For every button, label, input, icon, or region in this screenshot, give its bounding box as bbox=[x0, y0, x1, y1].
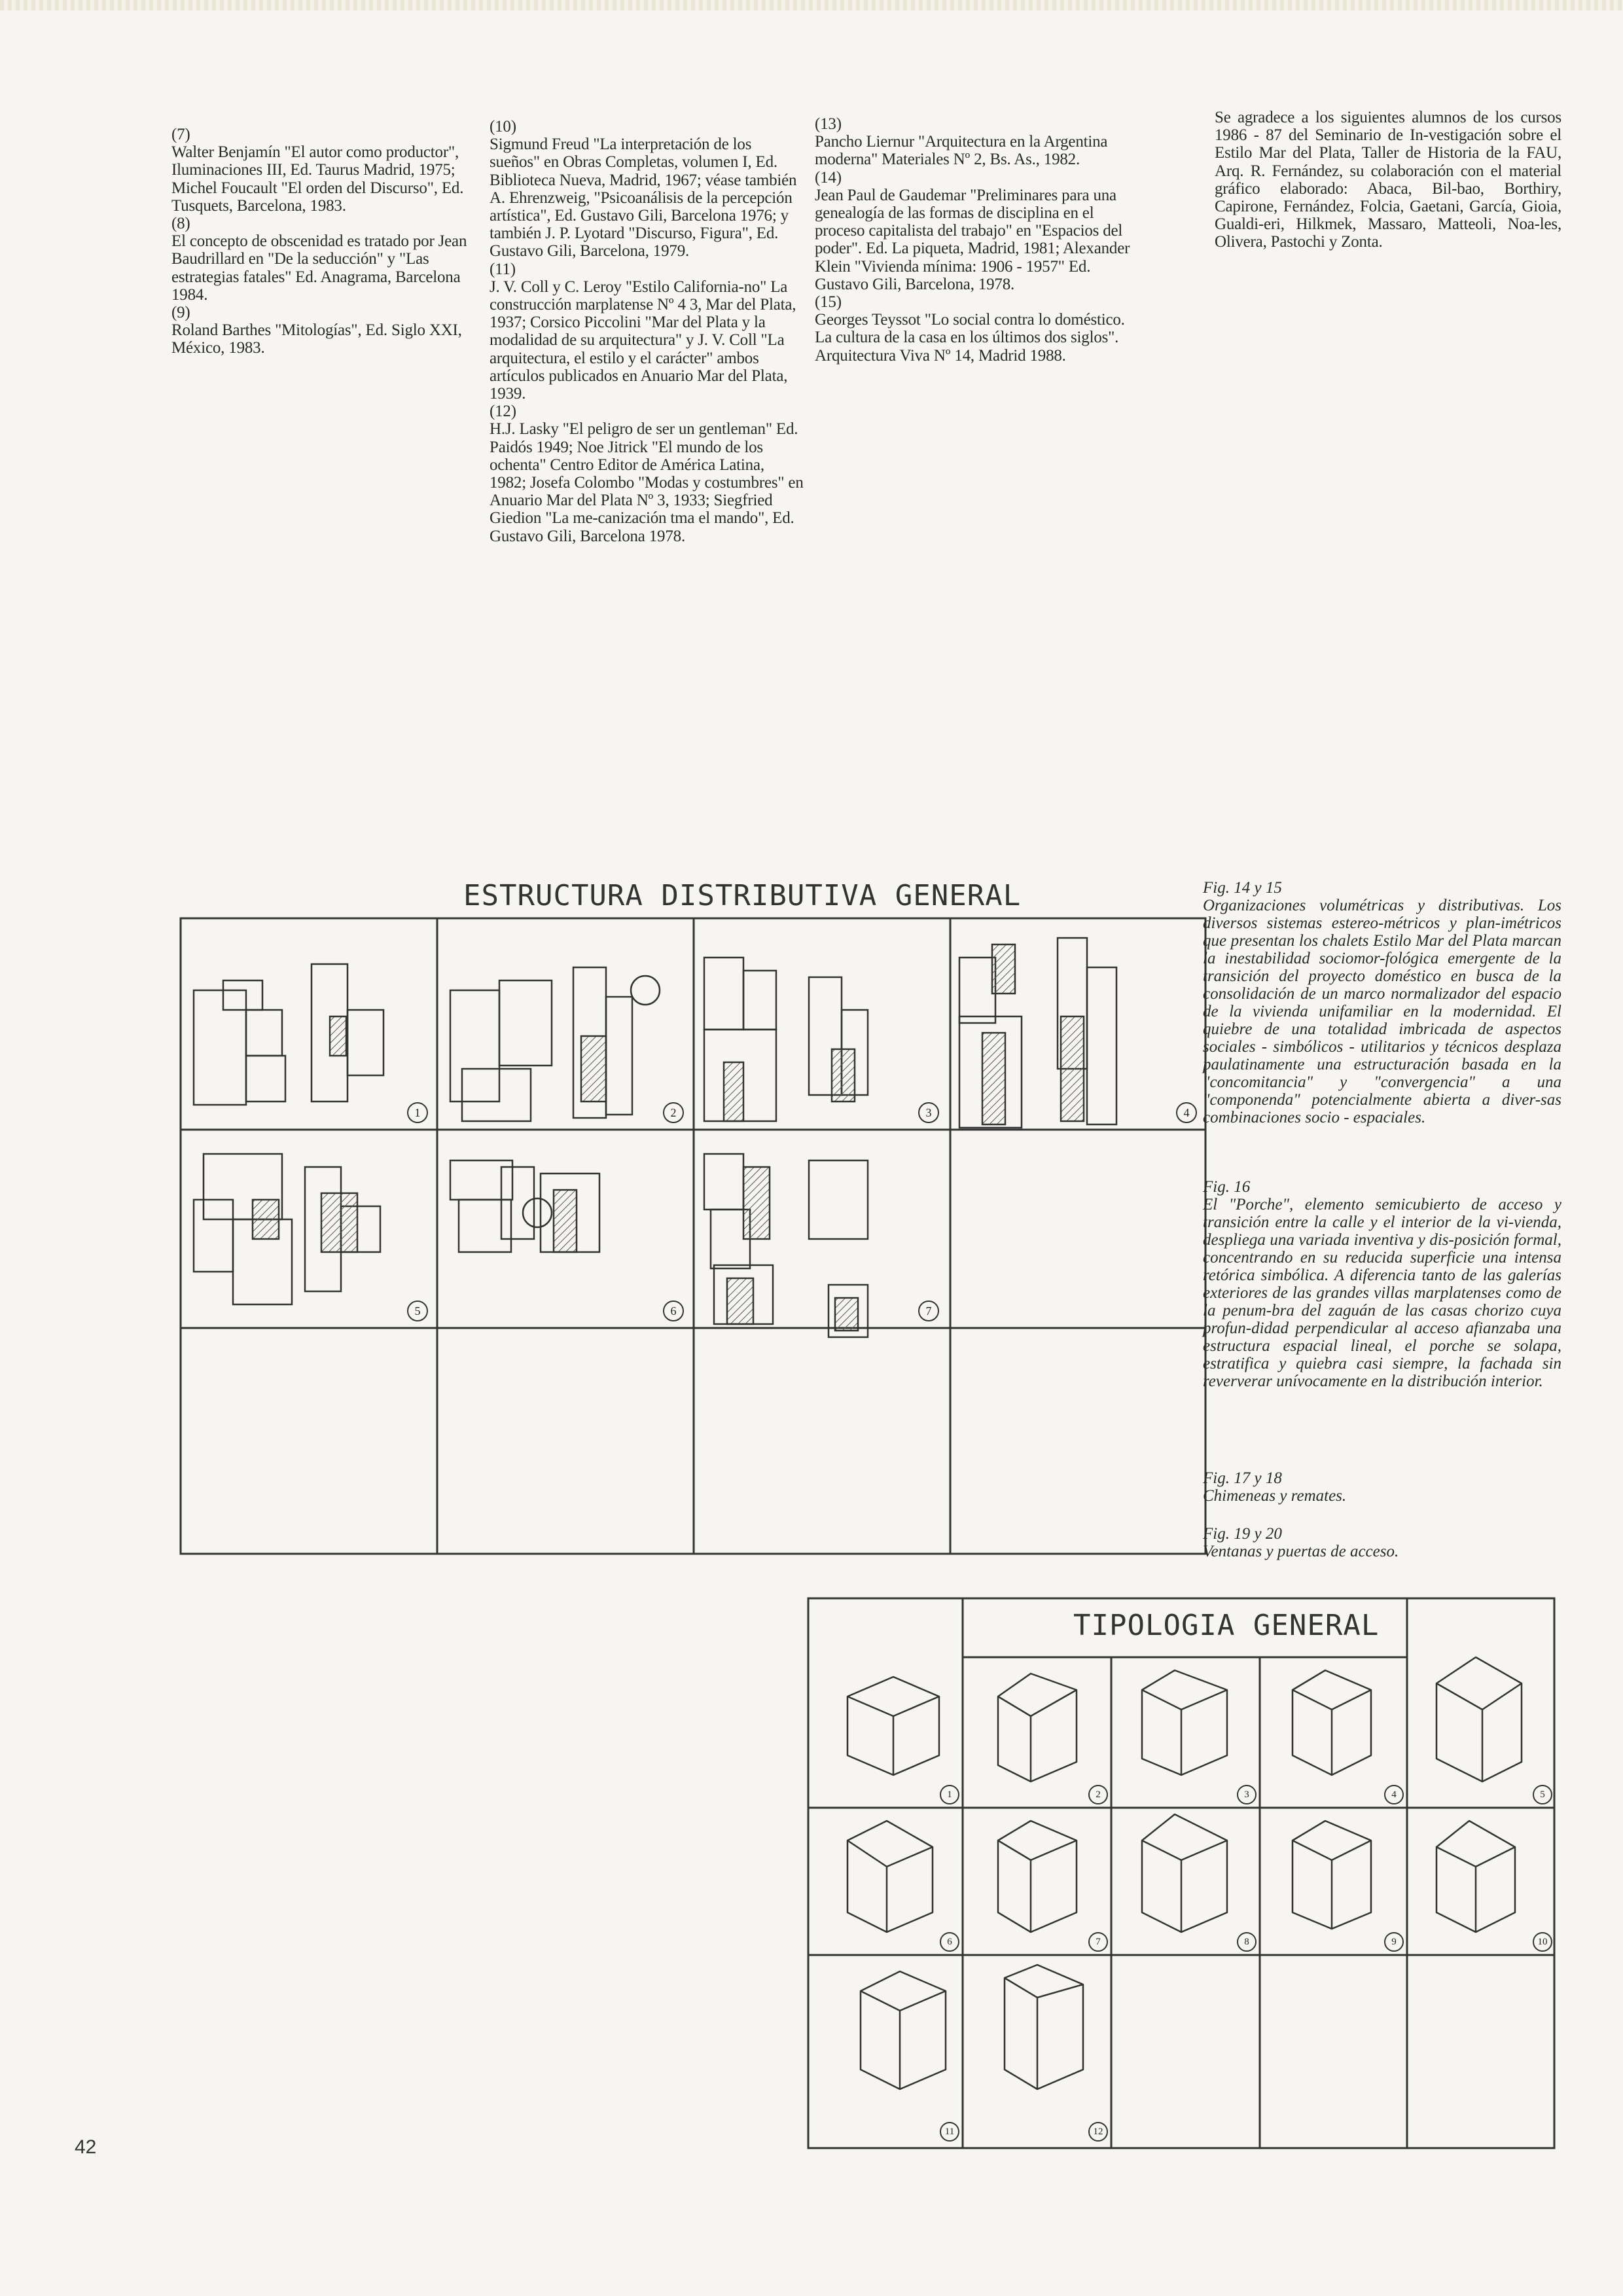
figure-estructura-distributiva bbox=[181, 918, 1205, 1554]
plan-number-7: 7 bbox=[925, 1304, 932, 1318]
footnotes-column-3: (13) Pancho Liernur "Arquitectura en la Argentina moderna" Materiales Nº 2, Bs. As., 1982. (14) Jean Paul de Gaudemar "Preliminares para una genealogía de las formas de disciplina en el proceso capitalista del trabajo" en "Espacios del poder". Ed. La piqueta, Madrid, 1981; Alexander Klein "Vivienda mínima: 1906 - 1957" Ed. Gustavo Gili, Barcelona, 1978. (15) Georges Teyssot "Lo social contra lo doméstico. La cultura de la casa en los últimos dos siglos". Arquitectura Viva Nº 14, Madrid 1988. bbox=[815, 115, 1130, 365]
caption-text: El "Porche", elemento semicubierto de acceso y transición entre la calle y el interior de la vi-vienda, despliega una variada inventiva y dis-posición formal, concentrando en su reducida superficie una intensa retórica simbólica. A diferencia tanto de las galerías exteriores de las grandes villas marplatenses como de la penum-bra del zaguán de las casas chorizo cuya profun-didad perpendicular al acceso afianzaba una estructura espacial lineal, el porche se solapa, estratifica y quiebra casi siempre, la fachada sin reververar unívocamente en la distribución interior. bbox=[1203, 1196, 1561, 1390]
page-number: 42 bbox=[75, 2136, 97, 2158]
caption-fig-16 bbox=[1203, 1178, 1561, 1390]
caption-text: Organizaciones volumétricas y distributivas. Los diversos sistemas estereo-métricos y plan-imétricos que presentan los chalets Estilo Mar del Plata marcan la inestabilidad sociomor-fológica emergente de la transición del proyecto doméstico en busca de la consolidación de un marco normalizador del espacio de la vivienda unifamiliar en la modernidad. El quiebre de una totalidad imbricada de aspectos sociales - simbólicos - utilitarios y técnicos desplaza paulatinamente una estructuración basada en la "concomitancia" y "convergencia" a una "componenda" potencialmente abierta a diver-sas combinaciones socio - espaciales. bbox=[1203, 897, 1561, 1126]
type-number-8: 8 bbox=[1244, 1937, 1249, 1947]
caption-title: Fig. 16 bbox=[1203, 1178, 1251, 1196]
caption-title: Fig. 14 y 15 bbox=[1203, 879, 1282, 897]
type-number-2: 2 bbox=[1096, 1789, 1101, 1800]
type-number-10: 10 bbox=[1537, 1937, 1548, 1947]
footnotes-column-2: (10) Sigmund Freud "La interpretación de los sueños" en Obras Completas, volumen I, Ed. Biblioteca Nueva, Madrid, 1967; véase también A. Ehrenzweig, "Psicoanálisis de la percepción artística", Ed. Gustavo Gili, Barcelona 1976; y también J. P. Lyotard "Discurso, Figura", Ed. Gustavo Gili, Barcelona, 1979. (11) J. V. Coll y C. Leroy "Estilo California-no" La construcción marplatense Nº 4 3, Mar del Plata, 1937; Corsico Piccolini "Mar del Plata y la modalidad de su arquitectura" y J. V. Coll "La arquitectura, el estilo y el carácter" ambos artículos publicados en Anuario Mar del Plata, 1939. (12) H.J. Lasky "El peligro de ser un gentleman" Ed. Paidós 1949; Noe Jitrick "El mundo de los ochenta" Centro Editor de América Latina, 1982; Josefa Colombo "Modas y costumbres" en Anuario Mar del Plata Nº 3, 1933; Siegfried Giedion "La me-canización tma el mando", Ed. Gustavo Gili, Barcelona 1978. bbox=[490, 118, 804, 545]
caption-title: Fig. 17 y 18 bbox=[1203, 1469, 1282, 1487]
plan-number-5: 5 bbox=[414, 1304, 421, 1318]
type-number-4: 4 bbox=[1391, 1789, 1397, 1800]
caption-fig-14-15 bbox=[1203, 879, 1561, 1126]
type-number-1: 1 bbox=[947, 1789, 952, 1800]
plan-number-1: 1 bbox=[414, 1106, 421, 1119]
type-number-12: 12 bbox=[1093, 2126, 1103, 2137]
caption-title: Fig. 19 y 20 bbox=[1203, 1525, 1282, 1543]
footnotes-column-1: (7) Walter Benjamín "El autor como productor", Iluminaciones III, Ed. Taurus Madrid, 1975; Michel Foucault "El orden del Discurso", Ed. Tusquets, Barcelona, 1983. (8) El concepto de obscenidad es tratado por Jean Baudrillard en "De la seducción" y "Las estrategias fatales" Ed. Anagrama, Barcelona 1984. (9) Roland Barthes "Mitologías", Ed. Siglo XXI, México, 1983. bbox=[171, 126, 467, 357]
plan-number-6: 6 bbox=[670, 1304, 677, 1318]
caption-text: Chimeneas y remates. bbox=[1203, 1487, 1347, 1505]
caption-fig-19-20 bbox=[1203, 1525, 1561, 1560]
type-number-5: 5 bbox=[1540, 1789, 1545, 1800]
plan-number-4: 4 bbox=[1183, 1106, 1190, 1119]
top-band bbox=[0, 0, 1623, 10]
type-number-9: 9 bbox=[1391, 1937, 1397, 1947]
type-number-6: 6 bbox=[947, 1937, 952, 1947]
figure-tipologia-general bbox=[808, 1598, 1554, 2148]
plan-number-3: 3 bbox=[925, 1106, 932, 1119]
acknowledgements: Se agradece a los siguientes alumnos de los cursos 1986 - 87 del Seminario de In-vestigación sobre el Estilo Mar del Plata, Taller de Historia de la FAU, Arq. R. Fernández, su colaboración con el material gráfico elaborado: Abaca, Bil-bao, Borthiry, Capirone, Fernández, Folcia, Gaetani, García, Gioia, Gualdi-eri, Hilkmek, Massaro, Matteoli, Noa-les, Olivera, Pastochi y Zonta. bbox=[1215, 109, 1561, 251]
type-number-11: 11 bbox=[944, 2126, 955, 2137]
type-number-7: 7 bbox=[1096, 1937, 1101, 1947]
figure-title-tipologia: TIPOLOGIA GENERAL bbox=[1073, 1609, 1380, 1642]
figure-title-estructura: ESTRUCTURA DISTRIBUTIVA GENERAL bbox=[463, 879, 1022, 912]
caption-fig-17-18 bbox=[1203, 1469, 1561, 1505]
plan-number-2: 2 bbox=[670, 1106, 677, 1119]
type-number-3: 3 bbox=[1244, 1789, 1249, 1800]
caption-text: Ventanas y puertas de acceso. bbox=[1203, 1543, 1399, 1560]
